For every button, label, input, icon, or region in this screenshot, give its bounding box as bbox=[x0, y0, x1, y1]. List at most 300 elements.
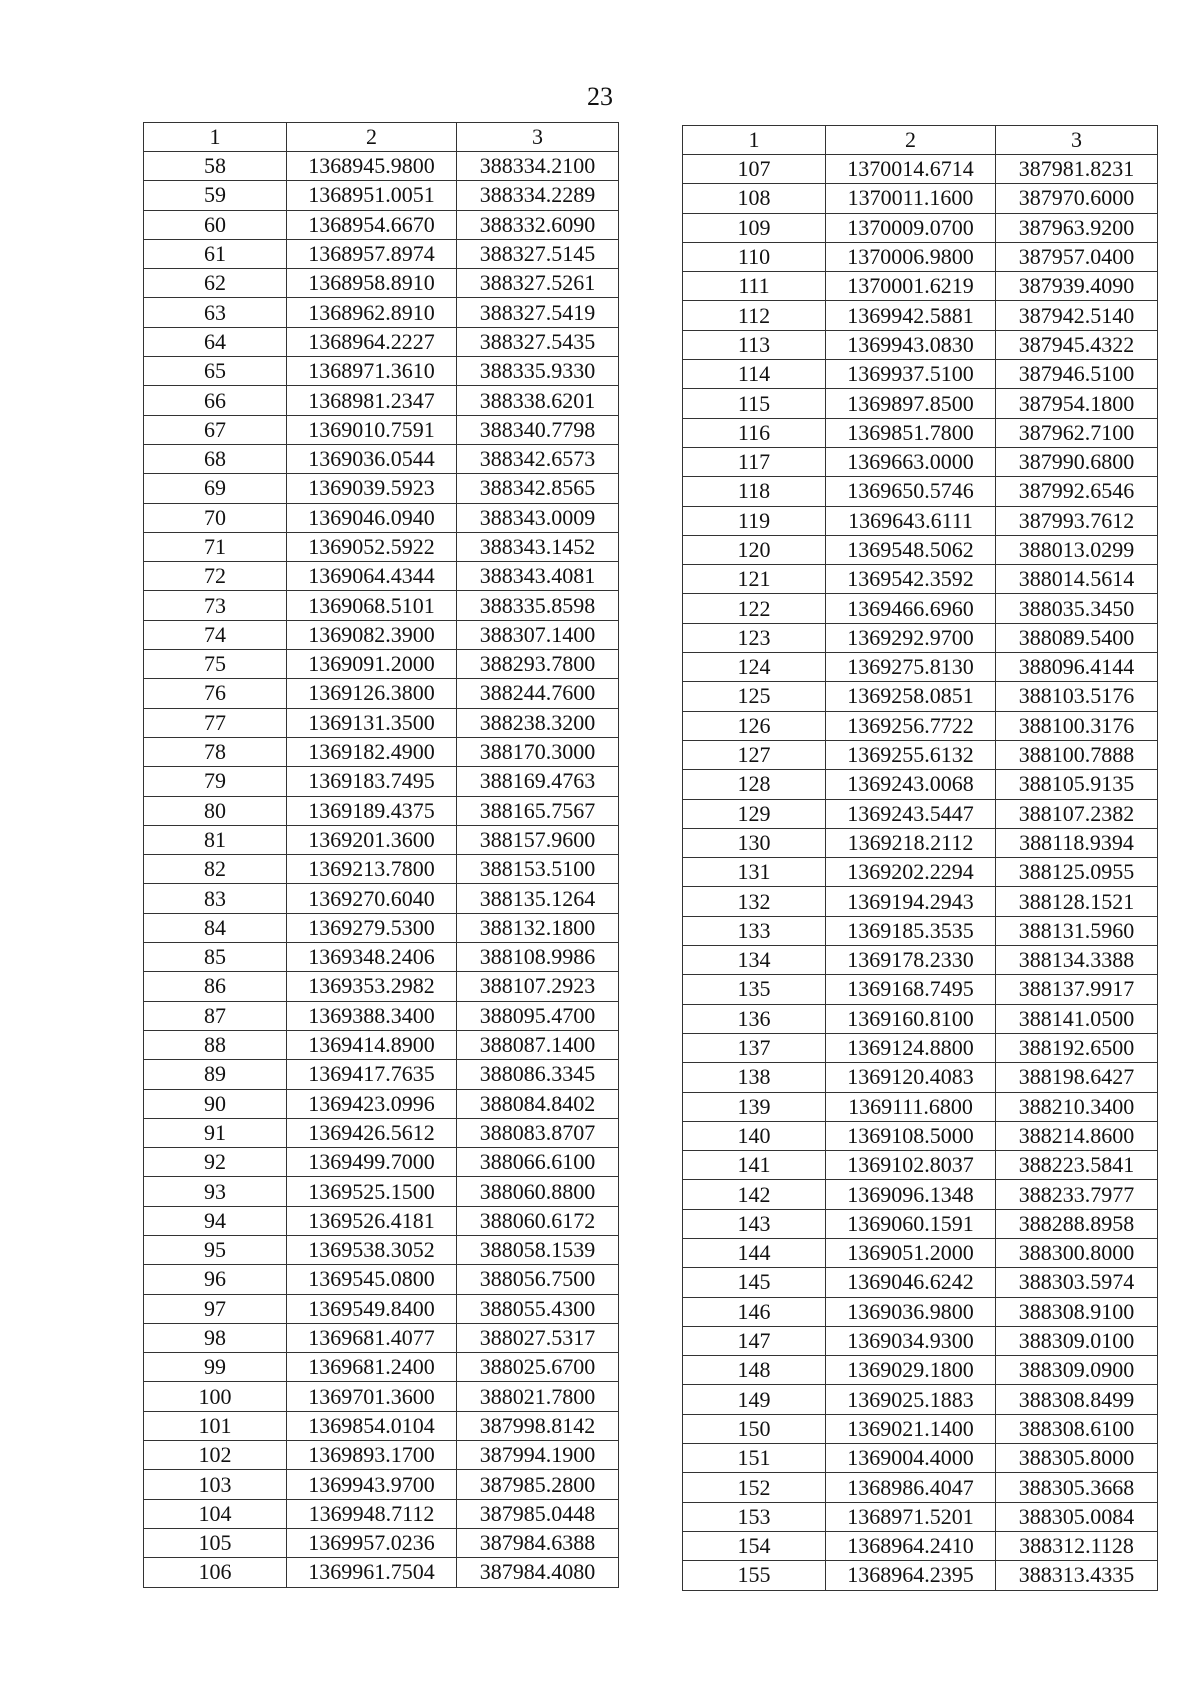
x-coordinate-cell: 1369681.4077 bbox=[287, 1323, 457, 1352]
x-coordinate-cell: 1369060.1591 bbox=[826, 1209, 996, 1238]
y-coordinate-cell: 387954.1800 bbox=[996, 389, 1158, 418]
point-number-cell: 70 bbox=[144, 503, 287, 532]
table-header-row bbox=[683, 126, 1158, 155]
table-row bbox=[683, 330, 1158, 359]
point-number-cell: 81 bbox=[144, 825, 287, 854]
table-row bbox=[683, 916, 1158, 945]
point-number-cell: 96 bbox=[144, 1265, 287, 1294]
y-coordinate-cell: 388013.0299 bbox=[996, 535, 1158, 564]
point-number-cell: 92 bbox=[144, 1148, 287, 1177]
x-coordinate-cell: 1369218.2112 bbox=[826, 828, 996, 857]
y-coordinate-cell: 387962.7100 bbox=[996, 418, 1158, 447]
point-number-cell: 112 bbox=[683, 301, 826, 330]
y-coordinate-cell: 388332.6090 bbox=[457, 210, 619, 239]
table-row bbox=[683, 653, 1158, 682]
point-number-cell: 109 bbox=[683, 213, 826, 242]
table-row bbox=[683, 1238, 1158, 1267]
y-coordinate-cell: 388169.4763 bbox=[457, 767, 619, 796]
y-coordinate-cell: 388086.3345 bbox=[457, 1060, 619, 1089]
y-coordinate-cell: 388035.3450 bbox=[996, 594, 1158, 623]
y-coordinate-cell: 388066.6100 bbox=[457, 1148, 619, 1177]
x-coordinate-cell: 1369243.0068 bbox=[826, 770, 996, 799]
y-coordinate-cell: 388192.6500 bbox=[996, 1033, 1158, 1062]
point-number-cell: 83 bbox=[144, 884, 287, 913]
y-coordinate-cell: 387984.6388 bbox=[457, 1528, 619, 1557]
point-number-cell: 110 bbox=[683, 242, 826, 271]
x-coordinate-cell: 1369499.7000 bbox=[287, 1148, 457, 1177]
y-coordinate-cell: 388343.1452 bbox=[457, 532, 619, 561]
table-row bbox=[683, 1356, 1158, 1385]
x-coordinate-cell: 1369010.7591 bbox=[287, 415, 457, 444]
point-number-cell: 69 bbox=[144, 474, 287, 503]
x-coordinate-cell: 1369466.6960 bbox=[826, 594, 996, 623]
table-row bbox=[683, 213, 1158, 242]
point-number-cell: 65 bbox=[144, 357, 287, 386]
table-row bbox=[144, 972, 619, 1001]
table-row bbox=[683, 858, 1158, 887]
point-number-cell: 117 bbox=[683, 447, 826, 476]
table-row bbox=[683, 1004, 1158, 1033]
y-coordinate-cell: 388214.8600 bbox=[996, 1121, 1158, 1150]
y-coordinate-cell: 387984.4080 bbox=[457, 1558, 619, 1587]
point-number-cell: 129 bbox=[683, 799, 826, 828]
table-row bbox=[144, 269, 619, 298]
table-row bbox=[144, 562, 619, 591]
table-row bbox=[144, 1148, 619, 1177]
x-coordinate-cell: 1369893.1700 bbox=[287, 1441, 457, 1470]
x-coordinate-cell: 1369701.3600 bbox=[287, 1382, 457, 1411]
y-coordinate-cell: 388108.9986 bbox=[457, 943, 619, 972]
table-row bbox=[144, 1001, 619, 1030]
table-row bbox=[144, 1323, 619, 1352]
table-row bbox=[144, 884, 619, 913]
x-coordinate-cell: 1370009.0700 bbox=[826, 213, 996, 242]
table-row bbox=[144, 239, 619, 268]
y-coordinate-cell: 387993.7612 bbox=[996, 506, 1158, 535]
table-row bbox=[144, 503, 619, 532]
table-row bbox=[144, 913, 619, 942]
coordinate-table-left bbox=[143, 122, 619, 1588]
point-number-cell: 108 bbox=[683, 184, 826, 213]
table-row bbox=[683, 740, 1158, 769]
y-coordinate-cell: 388060.6172 bbox=[457, 1206, 619, 1235]
point-number-cell: 134 bbox=[683, 946, 826, 975]
table-row bbox=[683, 184, 1158, 213]
table-row bbox=[144, 591, 619, 620]
x-coordinate-cell: 1369178.2330 bbox=[826, 946, 996, 975]
column-header: 1 bbox=[144, 123, 287, 152]
table-row bbox=[683, 1121, 1158, 1150]
y-coordinate-cell: 388308.6100 bbox=[996, 1414, 1158, 1443]
table-row bbox=[683, 1092, 1158, 1121]
y-coordinate-cell: 388125.0955 bbox=[996, 858, 1158, 887]
point-number-cell: 113 bbox=[683, 330, 826, 359]
table-row bbox=[144, 1353, 619, 1382]
x-coordinate-cell: 1369029.1800 bbox=[826, 1356, 996, 1385]
point-number-cell: 104 bbox=[144, 1499, 287, 1528]
point-number-cell: 142 bbox=[683, 1180, 826, 1209]
x-coordinate-cell: 1369275.8130 bbox=[826, 653, 996, 682]
table-row bbox=[683, 272, 1158, 301]
x-coordinate-cell: 1369943.9700 bbox=[287, 1470, 457, 1499]
point-number-cell: 131 bbox=[683, 858, 826, 887]
table-row bbox=[683, 682, 1158, 711]
column-header: 3 bbox=[996, 126, 1158, 155]
y-coordinate-cell: 388312.1128 bbox=[996, 1531, 1158, 1560]
point-number-cell: 86 bbox=[144, 972, 287, 1001]
y-coordinate-cell: 387985.0448 bbox=[457, 1499, 619, 1528]
x-coordinate-cell: 1369213.7800 bbox=[287, 855, 457, 884]
point-number-cell: 114 bbox=[683, 360, 826, 389]
x-coordinate-cell: 1369185.3535 bbox=[826, 916, 996, 945]
y-coordinate-cell: 388060.8800 bbox=[457, 1177, 619, 1206]
x-coordinate-cell: 1368962.8910 bbox=[287, 298, 457, 327]
y-coordinate-cell: 387992.6546 bbox=[996, 477, 1158, 506]
point-number-cell: 154 bbox=[683, 1531, 826, 1560]
point-number-cell: 100 bbox=[144, 1382, 287, 1411]
x-coordinate-cell: 1369255.6132 bbox=[826, 740, 996, 769]
y-coordinate-cell: 388084.8402 bbox=[457, 1089, 619, 1118]
table-row bbox=[683, 1297, 1158, 1326]
point-number-cell: 75 bbox=[144, 650, 287, 679]
table-row bbox=[683, 1063, 1158, 1092]
y-coordinate-cell: 388118.9394 bbox=[996, 828, 1158, 857]
x-coordinate-cell: 1369851.7800 bbox=[826, 418, 996, 447]
point-number-cell: 123 bbox=[683, 623, 826, 652]
point-number-cell: 60 bbox=[144, 210, 287, 239]
x-coordinate-cell: 1369046.0940 bbox=[287, 503, 457, 532]
y-coordinate-cell: 388288.8958 bbox=[996, 1209, 1158, 1238]
y-coordinate-cell: 388103.5176 bbox=[996, 682, 1158, 711]
table-row bbox=[144, 1441, 619, 1470]
y-coordinate-cell: 388137.9917 bbox=[996, 975, 1158, 1004]
x-coordinate-cell: 1369243.5447 bbox=[826, 799, 996, 828]
table-row bbox=[683, 360, 1158, 389]
table-row bbox=[683, 1268, 1158, 1297]
x-coordinate-cell: 1368957.8974 bbox=[287, 239, 457, 268]
table-row bbox=[683, 301, 1158, 330]
x-coordinate-cell: 1369942.5881 bbox=[826, 301, 996, 330]
table-row bbox=[144, 415, 619, 444]
x-coordinate-cell: 1369542.3592 bbox=[826, 565, 996, 594]
x-coordinate-cell: 1369068.5101 bbox=[287, 591, 457, 620]
x-coordinate-cell: 1369036.9800 bbox=[826, 1297, 996, 1326]
table-row bbox=[683, 799, 1158, 828]
table-row bbox=[144, 1411, 619, 1440]
table-row bbox=[683, 1414, 1158, 1443]
y-coordinate-cell: 388338.6201 bbox=[457, 386, 619, 415]
y-coordinate-cell: 388014.5614 bbox=[996, 565, 1158, 594]
table-row bbox=[144, 1294, 619, 1323]
y-coordinate-cell: 387998.8142 bbox=[457, 1411, 619, 1440]
x-coordinate-cell: 1369194.2943 bbox=[826, 887, 996, 916]
y-coordinate-cell: 388342.6573 bbox=[457, 444, 619, 473]
point-number-cell: 105 bbox=[144, 1528, 287, 1557]
point-number-cell: 127 bbox=[683, 740, 826, 769]
y-coordinate-cell: 388021.7800 bbox=[457, 1382, 619, 1411]
y-coordinate-cell: 388087.1400 bbox=[457, 1030, 619, 1059]
x-coordinate-cell: 1369681.2400 bbox=[287, 1353, 457, 1382]
point-number-cell: 121 bbox=[683, 565, 826, 594]
point-number-cell: 135 bbox=[683, 975, 826, 1004]
x-coordinate-cell: 1369036.0544 bbox=[287, 444, 457, 473]
x-coordinate-cell: 1369948.7112 bbox=[287, 1499, 457, 1528]
point-number-cell: 133 bbox=[683, 916, 826, 945]
point-number-cell: 90 bbox=[144, 1089, 287, 1118]
y-coordinate-cell: 388157.9600 bbox=[457, 825, 619, 854]
y-coordinate-cell: 388128.1521 bbox=[996, 887, 1158, 916]
point-number-cell: 136 bbox=[683, 1004, 826, 1033]
x-coordinate-cell: 1369538.3052 bbox=[287, 1235, 457, 1264]
y-coordinate-cell: 388170.3000 bbox=[457, 737, 619, 766]
point-number-cell: 139 bbox=[683, 1092, 826, 1121]
y-coordinate-cell: 388335.8598 bbox=[457, 591, 619, 620]
y-coordinate-cell: 388327.5419 bbox=[457, 298, 619, 327]
table-row bbox=[144, 444, 619, 473]
x-coordinate-cell: 1369126.3800 bbox=[287, 679, 457, 708]
table-row bbox=[683, 770, 1158, 799]
column-header: 1 bbox=[683, 126, 826, 155]
y-coordinate-cell: 388100.3176 bbox=[996, 711, 1158, 740]
x-coordinate-cell: 1369526.4181 bbox=[287, 1206, 457, 1235]
point-number-cell: 111 bbox=[683, 272, 826, 301]
table-row bbox=[683, 1151, 1158, 1180]
y-coordinate-cell: 388056.7500 bbox=[457, 1265, 619, 1294]
table-row bbox=[144, 386, 619, 415]
x-coordinate-cell: 1370014.6714 bbox=[826, 155, 996, 184]
x-coordinate-cell: 1369258.0851 bbox=[826, 682, 996, 711]
point-number-cell: 78 bbox=[144, 737, 287, 766]
x-coordinate-cell: 1368964.2395 bbox=[826, 1561, 996, 1590]
x-coordinate-cell: 1369388.3400 bbox=[287, 1001, 457, 1030]
table-row bbox=[683, 1531, 1158, 1560]
x-coordinate-cell: 1368954.6670 bbox=[287, 210, 457, 239]
y-coordinate-cell: 388233.7977 bbox=[996, 1180, 1158, 1209]
point-number-cell: 116 bbox=[683, 418, 826, 447]
table-row bbox=[683, 975, 1158, 1004]
table-row bbox=[683, 1180, 1158, 1209]
table-row bbox=[683, 887, 1158, 916]
x-coordinate-cell: 1369353.2982 bbox=[287, 972, 457, 1001]
point-number-cell: 132 bbox=[683, 887, 826, 916]
table-row bbox=[144, 943, 619, 972]
column-header: 2 bbox=[287, 123, 457, 152]
table-row bbox=[144, 152, 619, 181]
x-coordinate-cell: 1369548.5062 bbox=[826, 535, 996, 564]
x-coordinate-cell: 1369854.0104 bbox=[287, 1411, 457, 1440]
point-number-cell: 88 bbox=[144, 1030, 287, 1059]
y-coordinate-cell: 388327.5261 bbox=[457, 269, 619, 298]
x-coordinate-cell: 1370001.6219 bbox=[826, 272, 996, 301]
column-header: 2 bbox=[826, 126, 996, 155]
point-number-cell: 148 bbox=[683, 1356, 826, 1385]
point-number-cell: 102 bbox=[144, 1441, 287, 1470]
table-row bbox=[683, 946, 1158, 975]
y-coordinate-cell: 387945.4322 bbox=[996, 330, 1158, 359]
y-coordinate-cell: 388307.1400 bbox=[457, 620, 619, 649]
x-coordinate-cell: 1368981.2347 bbox=[287, 386, 457, 415]
x-coordinate-cell: 1369663.0000 bbox=[826, 447, 996, 476]
point-number-cell: 147 bbox=[683, 1326, 826, 1355]
y-coordinate-cell: 388055.4300 bbox=[457, 1294, 619, 1323]
coordinate-table-right bbox=[682, 125, 1158, 1591]
point-number-cell: 130 bbox=[683, 828, 826, 857]
x-coordinate-cell: 1369039.5923 bbox=[287, 474, 457, 503]
table-row bbox=[144, 620, 619, 649]
y-coordinate-cell: 388313.4335 bbox=[996, 1561, 1158, 1590]
table-row bbox=[144, 532, 619, 561]
table-row bbox=[144, 1235, 619, 1264]
point-number-cell: 149 bbox=[683, 1385, 826, 1414]
x-coordinate-cell: 1369348.2406 bbox=[287, 943, 457, 972]
point-number-cell: 128 bbox=[683, 770, 826, 799]
y-coordinate-cell: 388340.7798 bbox=[457, 415, 619, 444]
point-number-cell: 118 bbox=[683, 477, 826, 506]
x-coordinate-cell: 1369160.8100 bbox=[826, 1004, 996, 1033]
table-row bbox=[683, 1561, 1158, 1590]
y-coordinate-cell: 388135.1264 bbox=[457, 884, 619, 913]
point-number-cell: 146 bbox=[683, 1297, 826, 1326]
table-row bbox=[144, 357, 619, 386]
x-coordinate-cell: 1369897.8500 bbox=[826, 389, 996, 418]
y-coordinate-cell: 388335.9330 bbox=[457, 357, 619, 386]
x-coordinate-cell: 1369131.3500 bbox=[287, 708, 457, 737]
point-number-cell: 67 bbox=[144, 415, 287, 444]
table-row bbox=[144, 1060, 619, 1089]
x-coordinate-cell: 1368986.4047 bbox=[826, 1473, 996, 1502]
x-coordinate-cell: 1369004.4000 bbox=[826, 1444, 996, 1473]
table-row bbox=[683, 828, 1158, 857]
point-number-cell: 155 bbox=[683, 1561, 826, 1590]
y-coordinate-cell: 388293.7800 bbox=[457, 650, 619, 679]
y-coordinate-cell: 388305.3668 bbox=[996, 1473, 1158, 1502]
y-coordinate-cell: 388083.8707 bbox=[457, 1118, 619, 1147]
y-coordinate-cell: 388343.4081 bbox=[457, 562, 619, 591]
y-coordinate-cell: 388025.6700 bbox=[457, 1353, 619, 1382]
x-coordinate-cell: 1369082.3900 bbox=[287, 620, 457, 649]
x-coordinate-cell: 1368945.9800 bbox=[287, 152, 457, 181]
point-number-cell: 103 bbox=[144, 1470, 287, 1499]
table-row bbox=[144, 767, 619, 796]
table-row bbox=[144, 474, 619, 503]
y-coordinate-cell: 388305.8000 bbox=[996, 1444, 1158, 1473]
point-number-cell: 72 bbox=[144, 562, 287, 591]
x-coordinate-cell: 1369292.9700 bbox=[826, 623, 996, 652]
point-number-cell: 119 bbox=[683, 506, 826, 535]
point-number-cell: 79 bbox=[144, 767, 287, 796]
y-coordinate-cell: 388096.4144 bbox=[996, 653, 1158, 682]
x-coordinate-cell: 1369525.1500 bbox=[287, 1177, 457, 1206]
x-coordinate-cell: 1369102.8037 bbox=[826, 1151, 996, 1180]
table-row bbox=[144, 327, 619, 356]
point-number-cell: 138 bbox=[683, 1063, 826, 1092]
x-coordinate-cell: 1369168.7495 bbox=[826, 975, 996, 1004]
y-coordinate-cell: 388334.2100 bbox=[457, 152, 619, 181]
table-row bbox=[144, 1265, 619, 1294]
x-coordinate-cell: 1369051.2000 bbox=[826, 1238, 996, 1267]
table-row bbox=[683, 1033, 1158, 1062]
x-coordinate-cell: 1369270.6040 bbox=[287, 884, 457, 913]
point-number-cell: 64 bbox=[144, 327, 287, 356]
y-coordinate-cell: 388309.0900 bbox=[996, 1356, 1158, 1385]
x-coordinate-cell: 1369650.5746 bbox=[826, 477, 996, 506]
x-coordinate-cell: 1369937.5100 bbox=[826, 360, 996, 389]
y-coordinate-cell: 387981.8231 bbox=[996, 155, 1158, 184]
point-number-cell: 68 bbox=[144, 444, 287, 473]
table-row bbox=[683, 1385, 1158, 1414]
y-coordinate-cell: 388141.0500 bbox=[996, 1004, 1158, 1033]
y-coordinate-cell: 388095.4700 bbox=[457, 1001, 619, 1030]
x-coordinate-cell: 1369091.2000 bbox=[287, 650, 457, 679]
point-number-cell: 122 bbox=[683, 594, 826, 623]
y-coordinate-cell: 388238.3200 bbox=[457, 708, 619, 737]
y-coordinate-cell: 388309.0100 bbox=[996, 1326, 1158, 1355]
x-coordinate-cell: 1370011.1600 bbox=[826, 184, 996, 213]
table-row bbox=[144, 650, 619, 679]
table-row bbox=[144, 1558, 619, 1587]
x-coordinate-cell: 1369256.7722 bbox=[826, 711, 996, 740]
point-number-cell: 106 bbox=[144, 1558, 287, 1587]
y-coordinate-cell: 388107.2923 bbox=[457, 972, 619, 1001]
point-number-cell: 82 bbox=[144, 855, 287, 884]
y-coordinate-cell: 388308.8499 bbox=[996, 1385, 1158, 1414]
point-number-cell: 145 bbox=[683, 1268, 826, 1297]
y-coordinate-cell: 387957.0400 bbox=[996, 242, 1158, 271]
table-row bbox=[683, 711, 1158, 740]
x-coordinate-cell: 1369202.2294 bbox=[826, 858, 996, 887]
table-row bbox=[683, 565, 1158, 594]
table-row bbox=[144, 1177, 619, 1206]
table-row bbox=[683, 477, 1158, 506]
point-number-cell: 61 bbox=[144, 239, 287, 268]
y-coordinate-cell: 388134.3388 bbox=[996, 946, 1158, 975]
table-row bbox=[144, 679, 619, 708]
y-coordinate-cell: 388131.5960 bbox=[996, 916, 1158, 945]
table-row bbox=[683, 242, 1158, 271]
x-coordinate-cell: 1369064.4344 bbox=[287, 562, 457, 591]
table-row bbox=[144, 737, 619, 766]
x-coordinate-cell: 1369052.5922 bbox=[287, 532, 457, 561]
y-coordinate-cell: 388027.5317 bbox=[457, 1323, 619, 1352]
x-coordinate-cell: 1369046.6242 bbox=[826, 1268, 996, 1297]
table-row bbox=[144, 298, 619, 327]
point-number-cell: 95 bbox=[144, 1235, 287, 1264]
x-coordinate-cell: 1369426.5612 bbox=[287, 1118, 457, 1147]
y-coordinate-cell: 388300.8000 bbox=[996, 1238, 1158, 1267]
point-number-cell: 84 bbox=[144, 913, 287, 942]
x-coordinate-cell: 1368964.2410 bbox=[826, 1531, 996, 1560]
table-row bbox=[144, 1499, 619, 1528]
table-header-row bbox=[144, 123, 619, 152]
point-number-cell: 101 bbox=[144, 1411, 287, 1440]
y-coordinate-cell: 388334.2289 bbox=[457, 181, 619, 210]
table-row bbox=[144, 1089, 619, 1118]
x-coordinate-cell: 1369957.0236 bbox=[287, 1528, 457, 1557]
table-row bbox=[683, 418, 1158, 447]
y-coordinate-cell: 387990.6800 bbox=[996, 447, 1158, 476]
y-coordinate-cell: 388089.5400 bbox=[996, 623, 1158, 652]
point-number-cell: 94 bbox=[144, 1206, 287, 1235]
table-row bbox=[683, 155, 1158, 184]
table-row bbox=[683, 389, 1158, 418]
x-coordinate-cell: 1368971.3610 bbox=[287, 357, 457, 386]
y-coordinate-cell: 387963.9200 bbox=[996, 213, 1158, 242]
x-coordinate-cell: 1369096.1348 bbox=[826, 1180, 996, 1209]
point-number-cell: 59 bbox=[144, 181, 287, 210]
point-number-cell: 97 bbox=[144, 1294, 287, 1323]
point-number-cell: 152 bbox=[683, 1473, 826, 1502]
x-coordinate-cell: 1369549.8400 bbox=[287, 1294, 457, 1323]
